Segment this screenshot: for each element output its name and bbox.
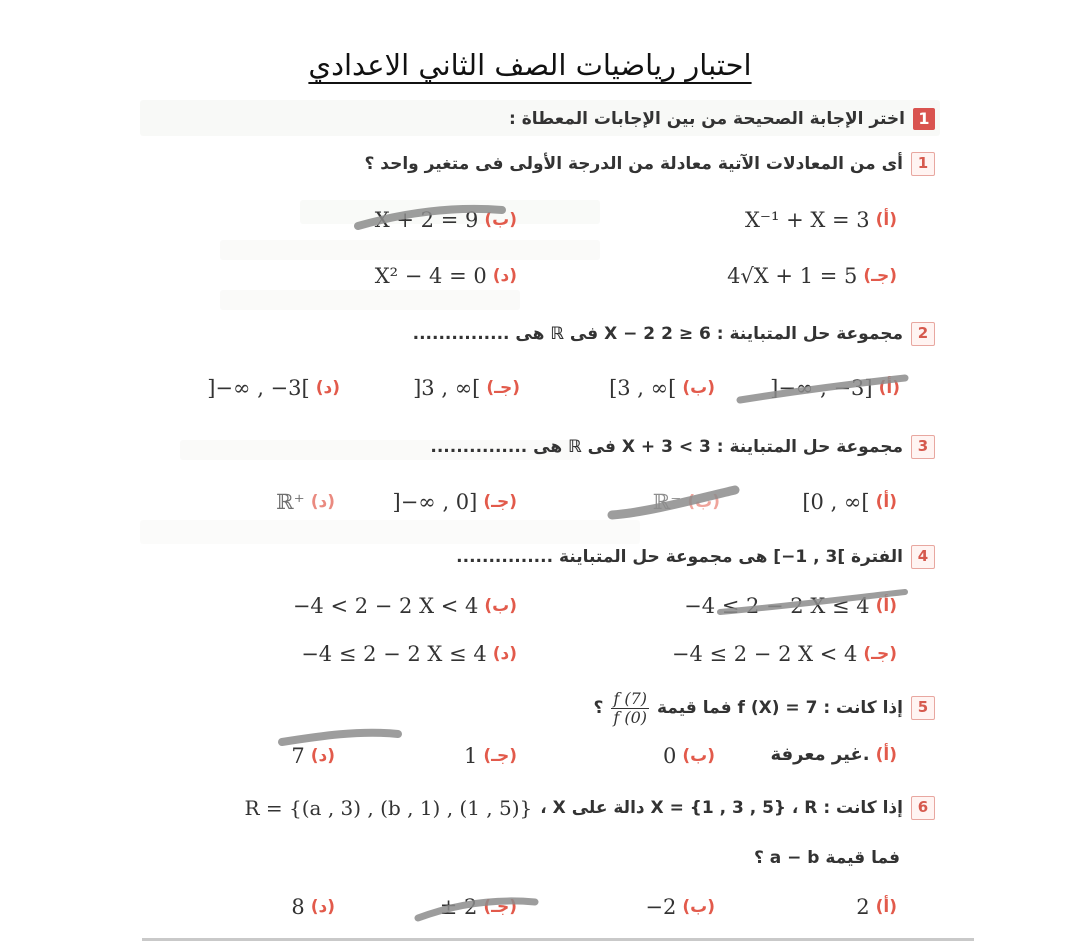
option-letter: (د) [492,644,517,664]
option-math: −4 < 2 − 2 X < 4 [292,594,479,618]
option-math: 2 [856,895,870,919]
option-math: X + 2 = 9 [374,208,479,232]
question-text: مجموعة حل المتباينة : 3 > 3 + X فى ℝ هى ............... [430,437,903,457]
fraction-numerator: f (7) [613,689,647,708]
option-math: −4 ≤ 2 − 2 X ≤ 4 [684,594,870,618]
pen-mark-q1 [358,209,502,226]
option-math: −4 ≤ 2 − 2 X < 4 [671,642,858,666]
question-number: 4 [911,545,935,569]
option-letter: (ب) [687,492,720,512]
option-math: ]−∞ , −3] [770,376,873,400]
option-math: [0 , ∞[ [802,490,870,514]
question-set: R = {(a , 3) , (b , 1) , (1 , 5)} [244,796,533,820]
question-text: أى من المعادلات الآتية معادلة من الدرجة الأولى فى متغير واحد ؟ [364,154,903,174]
option-math: ]−∞ , 0] [392,490,478,514]
option-letter: (جـ) [483,746,517,766]
option-letter: (ب) [484,210,517,230]
pen-mark-q4 [720,592,905,612]
option-math: 7 [291,744,305,768]
option-letter: (د) [310,492,335,512]
option-letter: (ب) [682,746,715,766]
page-title: احتبار رياضيات الصف الثاني الاعدادي [308,48,752,82]
option-letter: (ب) [484,596,517,616]
option-math: X² − 4 = 0 [374,264,487,288]
option-math: 4√X + 1 = 5 [727,264,858,288]
option-math: −2 [645,895,677,919]
option-letter: (أ) [875,897,897,917]
option-letter: (د) [310,897,335,917]
question-text: إذا كانت : X = {1 , 3 , 5} ، R دالة على X ، [540,798,903,818]
section-number: 1 [913,108,935,130]
option-math: X⁻¹ + X = 3 [744,208,870,232]
option-math: −4 ≤ 2 − 2 X ≤ 4 [301,642,487,666]
option-letter: (د) [310,746,335,766]
question-text: إذا كانت : f (X) = 7 فما قيمة [657,698,903,719]
pen-mark-q5 [282,733,398,742]
pen-mark-q2 [740,378,905,400]
option-letter: (جـ) [483,492,517,512]
option-math: ]−∞ , −3[ [207,376,310,400]
question-text: الفترة ]3 , 1−] هى مجموعة حل المتباينة ............... [456,547,903,567]
fraction-denominator: f (0) [613,707,647,727]
question-number: 3 [911,435,935,459]
option-letter: (أ) [875,596,897,616]
option-math: [3 , ∞[ [609,376,677,400]
option-math: ℝ⁺ [276,490,305,514]
option-letter: (جـ) [863,266,897,286]
question-number: 6 [911,796,935,820]
option-letter: (د) [315,378,340,398]
option-letter: (أ) [875,210,897,230]
option-letter: (ب) [682,378,715,398]
option-math: ]3 , ∞[ [413,376,481,400]
option-math: ℝ⁻ [652,490,682,514]
page-bottom-rule [142,938,974,941]
option-letter: (أ) [878,378,900,398]
question-text: فما قيمة a − b ؟ [753,848,900,868]
option-math: ± 2 [439,895,478,919]
option-letter: (ب) [682,897,715,917]
pen-mark-q6 [418,901,535,918]
option-letter: (جـ) [486,378,520,398]
question-mark: ؟ [593,698,604,719]
section-instruction: اختر الإجابة الصحيحة من بين الإجابات المعطاة : [509,109,905,129]
option-letter: (جـ) [863,644,897,664]
option-letter: (د) [492,266,517,286]
pen-mark-q3 [612,490,735,515]
question-number: 2 [911,322,935,346]
option-letter: (أ) [875,744,897,765]
option-math: 1 [464,744,478,768]
option-letter: (جـ) [483,897,517,917]
option-letter: (أ) [875,492,897,512]
question-number: 1 [911,152,935,176]
question-number: 5 [911,696,935,720]
option-math: 0 [662,744,677,768]
option-math: غير معرفة. [770,744,870,765]
question-text: مجموعة حل المتباينة : 6 ≤ 2 X − 2 فى ℝ هى ............... [412,324,903,344]
option-math: 8 [291,895,305,919]
